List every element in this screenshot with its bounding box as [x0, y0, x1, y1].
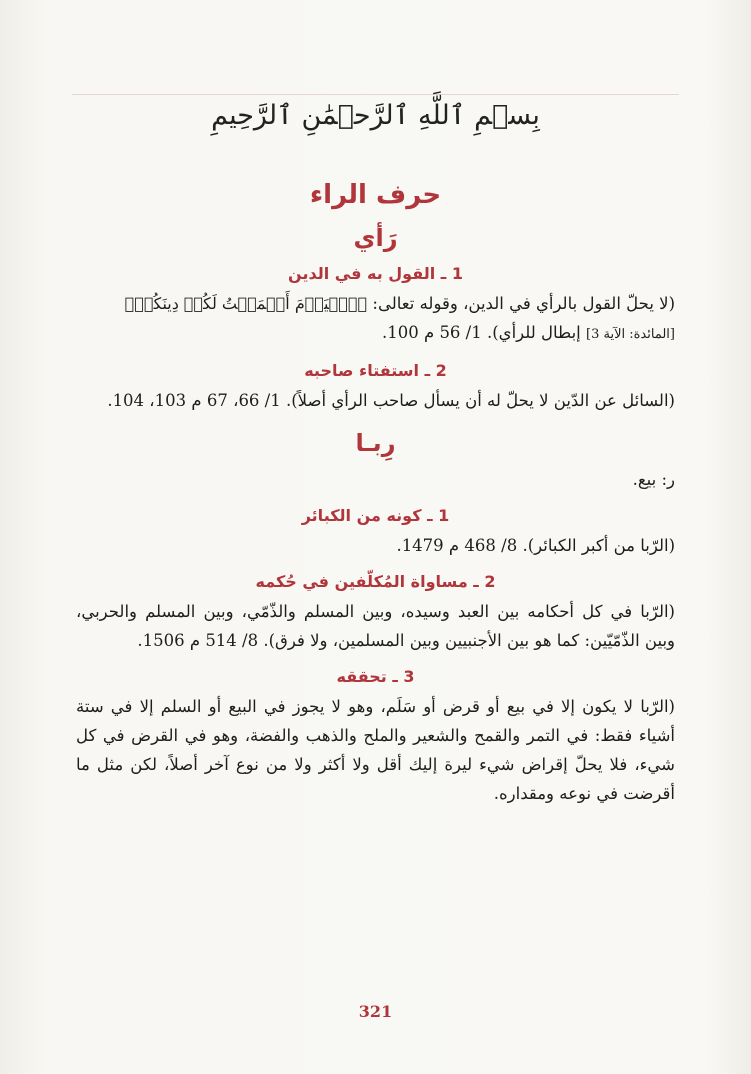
section-heading: 1 ـ كونه من الكبائر: [301, 506, 450, 525]
section-text: (الرّبا من أكبر الكبائر). 8/ 468 م 1479.: [396, 536, 675, 555]
page-content: [76, 180, 675, 808]
section-text: (السائل عن الدّين لا يحلّ له أن يسأل صاحب الرأي أصلاً). 1/ 66، 67 م 103، 104.: [107, 391, 675, 410]
section-heading: 2 ـ استفتاء صاحبه: [304, 361, 447, 380]
section-text: (الرّبا لا يكون إلا في بيع أو قرض أو سَلَم، وهو لا يجوز في البيع أو السلم إلا في ستة أشياء فقط: في التمر والقمح والشعير والملح والذهب والفضة، وهو في القرض في كل شيء، فلا يحلّ إقراض شيء ليرة إليك أقل ولا أكثر ولا من نوع آخر أصلاً، لكن مثل ما أقرضت في نوعه ومقداره.: [76, 697, 675, 803]
entry-title: رَأي: [353, 224, 398, 252]
chapter-title: حرف الراء: [309, 180, 442, 210]
section-heading: 1 ـ القول به في الدين: [288, 264, 463, 283]
section-heading: 3 ـ تحققه: [336, 667, 415, 686]
text-before-quote: (لا يحلّ القول بالرأي في الدين، وقوله تعالى:: [367, 294, 675, 313]
quran-reference: [المائدة: الآية 3]: [586, 327, 675, 342]
section-heading: 2 ـ مساواة المُكلّفين في حُكمه: [255, 572, 496, 591]
quran-quote: ﴿ٱلۡيَوۡمَ أَكۡمَلۡتُ لَكُمۡ دِينَكُمۡ﴾: [124, 294, 368, 313]
see-also: ر: بيع.: [632, 470, 675, 489]
entry-title: رِبـا: [355, 429, 396, 457]
basmala: بِسۡمِ ٱللَّهِ ٱلرَّحۡمَٰنِ ٱلرَّحِيمِ: [211, 100, 540, 131]
header-rule: [72, 94, 679, 95]
page-number: 321: [358, 1002, 393, 1021]
section-text: [76, 289, 675, 349]
section-text: (الرّبا في كل أحكامه بين العبد وسيده، وبين المسلم والذّمّي، وبين المسلم والحربي، وبين الذّمّيّين: كما هو بين الأجنبيين وبين المسلمين، ولا فرق). 8/ 514 م 1506.: [76, 602, 675, 650]
text-after-quote: إبطال للرأي). 1/ 56 م 100.: [381, 323, 586, 342]
